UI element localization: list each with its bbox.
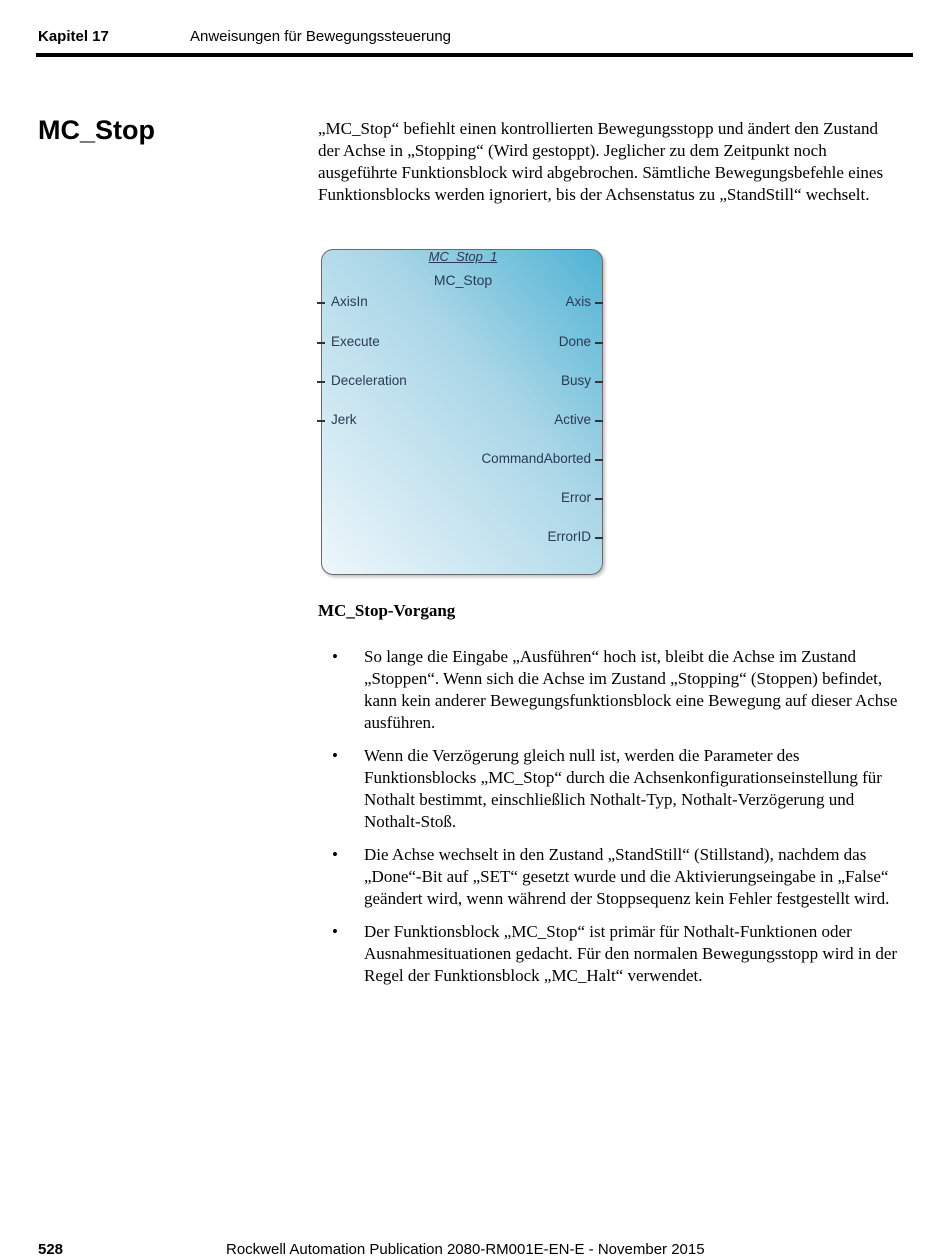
fb-output-pin: Error bbox=[561, 490, 591, 505]
page-number: 528 bbox=[38, 1241, 64, 1258]
fb-input-pin: AxisIn bbox=[331, 294, 368, 309]
function-block-diagram bbox=[318, 247, 608, 580]
fb-output-pin: Done bbox=[558, 334, 591, 349]
operation-heading: MC_Stop-Vorgang bbox=[318, 601, 456, 620]
list-item: • Die Achse wechselt in den Zustand „StandStill“ (Stillstand), nachdem das „Done“-Bit auf „SET“ gesetzt wurde und die Aktivierungseingabe in „False“ geändert wird, wenn während der Stoppsequenz kein Fehler festgestellt wird. bbox=[318, 844, 908, 910]
list-item: • So lange die Eingabe „Ausführen“ hoch ist, bleibt die Achse im Zustand „Stoppen“. Wenn sich die Achse im Zustand „Stopping“ (Stoppen) befindet, kann kein anderer Bewegungsfunktionsblock eine Bewegung auf dieser Achse ausführen. bbox=[318, 646, 908, 734]
chapter-label: Kapitel 17 bbox=[38, 28, 109, 45]
fb-output-pin: Axis bbox=[565, 294, 591, 309]
fb-input-pin: Execute bbox=[331, 334, 380, 349]
list-item: • Wenn die Verzögerung gleich null ist, werden die Parameter des Funktionsblocks „MC_Stop“ durch die Achsenkonfigurationseinstellung für Nothalt bestimmt, einschließlich Nothalt-Typ, Nothalt-Verzögerung und Nothalt-Stoß. bbox=[318, 745, 908, 833]
fb-instance-name: MC_Stop_1 bbox=[428, 249, 498, 264]
fb-output-pin: Busy bbox=[560, 373, 591, 388]
fb-output-pin: ErrorID bbox=[547, 529, 591, 544]
fb-input-pin: Jerk bbox=[331, 412, 357, 427]
fb-type-name: MC_Stop bbox=[433, 272, 493, 288]
list-item: • Der Funktionsblock „MC_Stop“ ist primär für Nothalt-Funktionen oder Ausnahmesituationen gedacht. Für den normalen Bewegungsstopp wird in der Regel der Funktionsblock „MC_Halt“ verwendet. bbox=[318, 921, 908, 987]
intro-paragraph: „MC_Stop“ befiehlt einen kontrollierten Bewegungsstopp und ändert den Zustand der Achse in „Stopping“ (Wird gestoppt). Jeglicher zu dem Zeitpunkt noch ausgeführte Funktionsblock wird abgebrochen. Sämtliche Bewegungsbefehle eines Funktionsblocks werden ignoriert, bis der Achsenstatus zu „StandStill“ wechselt. bbox=[318, 119, 884, 204]
fb-output-pin: Active bbox=[554, 412, 591, 427]
operation-bullet-list bbox=[318, 646, 908, 998]
chapter-title: Anweisungen für Bewegungssteuerung bbox=[190, 28, 452, 45]
fb-input-pin: Deceleration bbox=[331, 373, 407, 388]
fb-output-pin: CommandAborted bbox=[481, 451, 591, 466]
section-title: MC_Stop bbox=[38, 115, 155, 145]
header-rule bbox=[36, 53, 913, 57]
publication-info: Rockwell Automation Publication 2080-RM001E-EN-E - November 2015 bbox=[226, 1241, 705, 1258]
